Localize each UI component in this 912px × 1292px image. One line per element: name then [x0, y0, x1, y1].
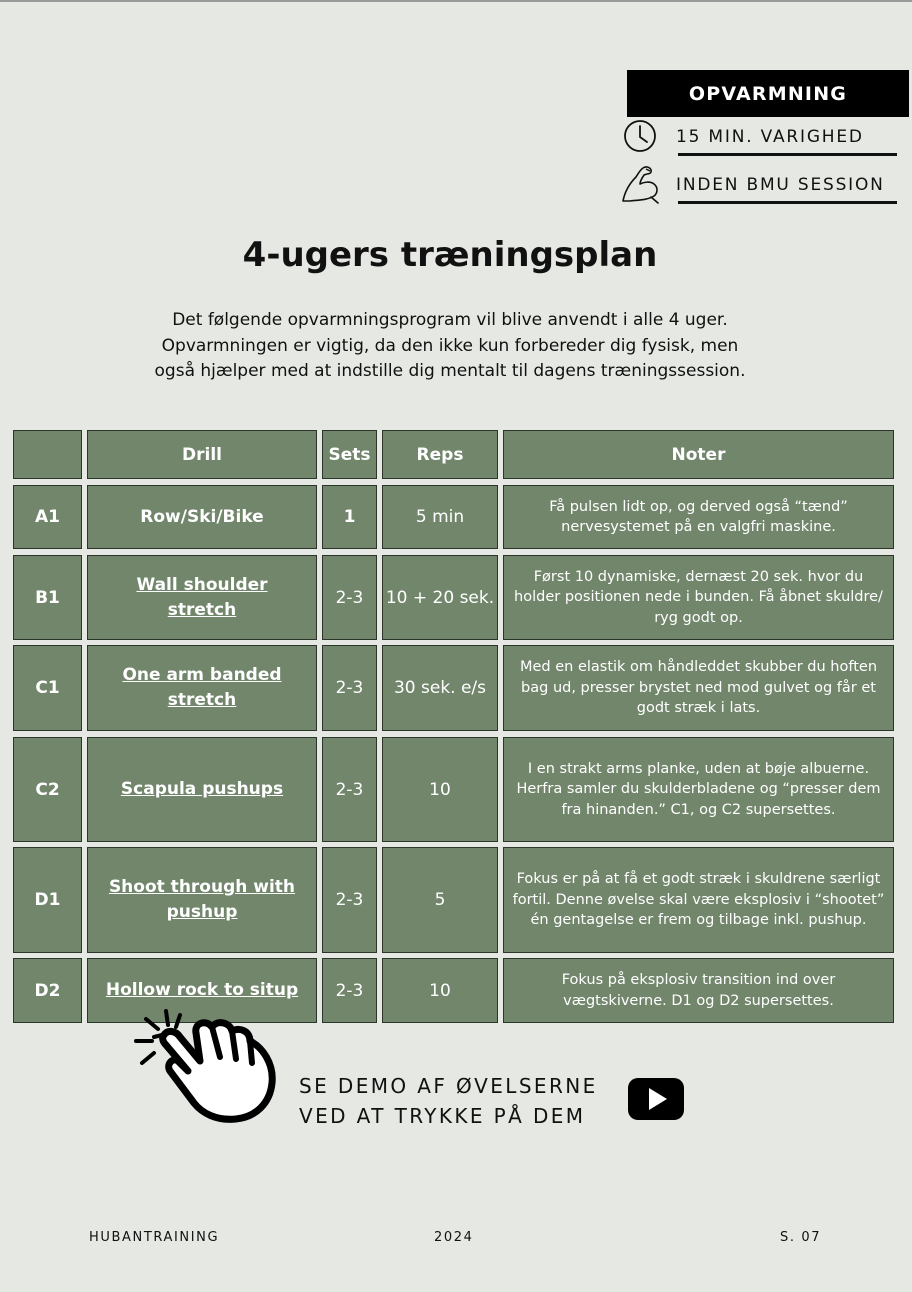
demo-callout — [299, 1071, 629, 1131]
note-text: I en strakt arms planke, uden at bøje albuerne. Herfra samler du skulderbladene og “presser dem fra hinanden.” C1, og C2 supersettes. — [503, 737, 894, 842]
reps-value: 10 — [382, 958, 498, 1023]
timing-underline — [678, 201, 897, 204]
footer-page-number: S. 07 — [780, 1230, 822, 1245]
sets-value: 2-3 — [322, 645, 377, 731]
duration-text: 15 MIN. VARIGHED — [676, 127, 864, 147]
intro-line: også hjælper med at indstille dig mentalt til dagens træningssession. — [154, 361, 746, 381]
row-id: B1 — [13, 555, 82, 640]
note-text: Få pulsen lidt op, og derved også “tænd” nervesystemet på en valgfri maskine. — [503, 485, 894, 549]
timing-text: INDEN BMU SESSION — [676, 175, 885, 195]
demo-line: VED AT TRYKKE PÅ DEM — [299, 1104, 586, 1128]
row-id: A1 — [13, 485, 82, 549]
row-id: C2 — [13, 737, 82, 842]
drill-link-shoot-through-with-pushup[interactable]: Shoot through with pushup — [87, 847, 317, 953]
sets-value: 2-3 — [322, 847, 377, 953]
sets-value: 1 — [322, 485, 377, 549]
reps-value: 5 — [382, 847, 498, 953]
sets-value: 2-3 — [322, 555, 377, 640]
duration-underline — [678, 153, 897, 156]
footer-year: 2024 — [434, 1230, 474, 1245]
note-text: Fokus er på at få et godt stræk i skuldrene særligt fortil. Denne øvelse skal være eksplosiv i “shootet” én gentagelse er frem og tilbage inkl. pushup. — [503, 847, 894, 953]
header-cell-sets: Sets — [322, 430, 377, 479]
reps-value: 10 + 20 sek. — [382, 555, 498, 640]
section-tag: OPVARMNING — [627, 70, 909, 117]
top-border — [0, 0, 912, 2]
drill-link-scapula-pushups[interactable]: Scapula pushups — [87, 737, 317, 842]
reps-value: 10 — [382, 737, 498, 842]
duration-row — [620, 117, 905, 157]
page-title: 4-ugers træningsplan — [242, 235, 658, 275]
drill-link-hollow-rock-to-situp[interactable]: Hollow rock to situp — [87, 958, 317, 1023]
drill-name: Row/Ski/Bike — [87, 485, 317, 549]
row-id: D2 — [13, 958, 82, 1023]
flexed-arm-icon — [620, 163, 664, 207]
sets-value: 2-3 — [322, 958, 377, 1023]
footer-brand: HUBANTRAINING — [89, 1230, 220, 1245]
note-text: Fokus på eksplosiv transition ind over vægtskiverne. D1 og D2 supersettes. — [503, 958, 894, 1023]
reps-value: 30 sek. e/s — [382, 645, 498, 731]
youtube-play-icon[interactable] — [627, 1077, 685, 1121]
header-cell-drill: Drill — [87, 430, 317, 479]
note-text: Først 10 dynamiske, dernæst 20 sek. hvor du holder positionen nede i bunden. Få åbnet skuldre/ ryg godt op. — [503, 555, 894, 640]
intro-paragraph — [100, 308, 800, 385]
drill-link-one-arm-banded-stretch[interactable]: One arm banded stretch — [87, 645, 317, 731]
clock-icon — [620, 117, 664, 157]
header-cell-id — [13, 430, 82, 479]
note-text: Med en elastik om håndleddet skubber du hoften bag ud, presser brystet ned mod gulvet og får et godt stræk i lats. — [503, 645, 894, 731]
intro-line: Det følgende opvarmningsprogram vil blive anvendt i alle 4 uger. — [172, 310, 728, 330]
timing-row — [620, 165, 905, 205]
drill-link-wall-shoulder-stretch[interactable]: Wall shoulder stretch — [87, 555, 317, 640]
reps-value: 5 min — [382, 485, 498, 549]
intro-line: Opvarmningen er vigtig, da den ikke kun forbereder dig fysisk, men — [161, 335, 739, 356]
header-cell-reps: Reps — [382, 430, 498, 479]
row-id: D1 — [13, 847, 82, 953]
demo-line: SE DEMO AF ØVELSERNE — [299, 1074, 598, 1098]
sets-value: 2-3 — [322, 737, 377, 842]
header-cell-notes: Noter — [503, 430, 894, 479]
tapping-hand-icon — [128, 1005, 278, 1125]
row-id: C1 — [13, 645, 82, 731]
